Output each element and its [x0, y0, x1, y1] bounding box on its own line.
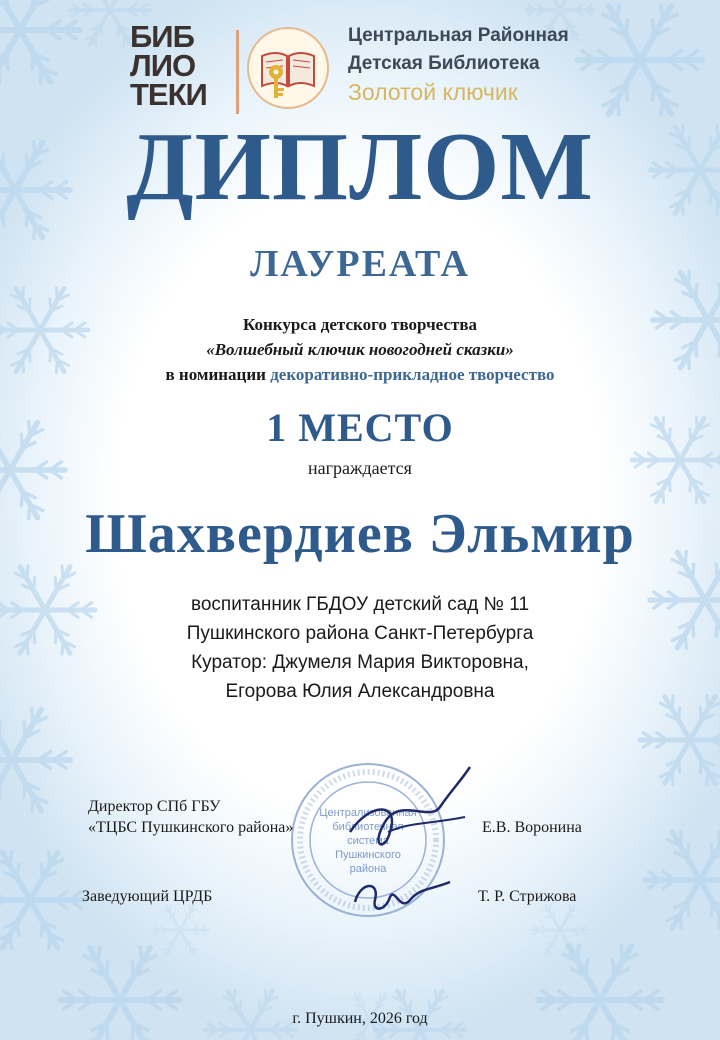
diploma-subtitle: ЛАУРЕАТА — [250, 243, 470, 285]
contest-line: Конкурса детского творчества — [242, 315, 477, 334]
library-name — [348, 22, 569, 106]
head-name: Т. Р. Стрижова — [478, 888, 577, 905]
recipient-name: Шахвердиев Эльмир — [85, 503, 635, 565]
head-title: Заведующий ЦРДБ — [82, 888, 213, 905]
director-title — [88, 796, 293, 838]
stamp-text-line: района — [349, 863, 387, 875]
stamp-text-line: Пушкинского — [335, 849, 401, 861]
nomination-prefix: в номинации — [165, 365, 266, 384]
details-line-3: Куратор: Джумеля Мария Викторовна, — [191, 652, 529, 673]
details-line-1: воспитанник ГБДОУ детский сад № 11 — [190, 594, 530, 615]
snowflake-icon — [0, 851, 85, 948]
city-year: г. Пушкин, 2026 год — [292, 1010, 428, 1027]
snowflake-icon — [0, 0, 80, 83]
library-name-line-1: Центральная Районная — [348, 25, 569, 46]
contest-info — [0, 312, 720, 387]
nomination-line — [0, 362, 720, 387]
library-name-line-2: Детская Библиотека — [348, 53, 540, 74]
logo-divider — [236, 30, 239, 114]
handwritten-signatures — [330, 762, 480, 922]
stamp-text-line: библиотечная — [332, 821, 404, 833]
director-title-line-2: «ТЦБС Пушкинского района» — [88, 819, 294, 836]
logo-line-1: БИБ — [130, 19, 194, 54]
stamp-text-line: система — [347, 835, 389, 847]
stamp-text-line: Централизованная — [319, 807, 417, 819]
snowflake-icon — [0, 709, 70, 811]
director-title-line-1: Директор СПб ГБУ — [88, 798, 221, 815]
library-logo — [130, 19, 228, 112]
recipient-details — [0, 590, 720, 706]
snowflake-icon — [640, 696, 720, 784]
place-label: 1 МЕСТО — [266, 405, 454, 450]
book-key-emblem-icon — [246, 26, 330, 115]
snowflake-icon — [578, 5, 702, 114]
director-name: Е.В. Воронина — [482, 819, 582, 836]
contest-name: «Волшебный ключик новогодней сказки» — [206, 340, 514, 359]
diploma-title: ДИПЛОМ — [126, 113, 594, 221]
snowflake-icon — [152, 905, 208, 954]
details-line-4: Егорова Юлия Александровна — [225, 681, 495, 702]
library-subtitle: Золотой ключик — [348, 79, 518, 105]
snowflake-icon — [645, 831, 720, 928]
awarded-label: награждается — [308, 458, 412, 478]
logo-line-3: ТЕКИ — [130, 77, 207, 112]
logo-line-2: ЛИО — [130, 48, 196, 83]
nomination-value: декоративно-прикладное творчество — [270, 365, 555, 384]
details-line-2: Пушкинского района Санкт-Петербурга — [186, 623, 534, 644]
